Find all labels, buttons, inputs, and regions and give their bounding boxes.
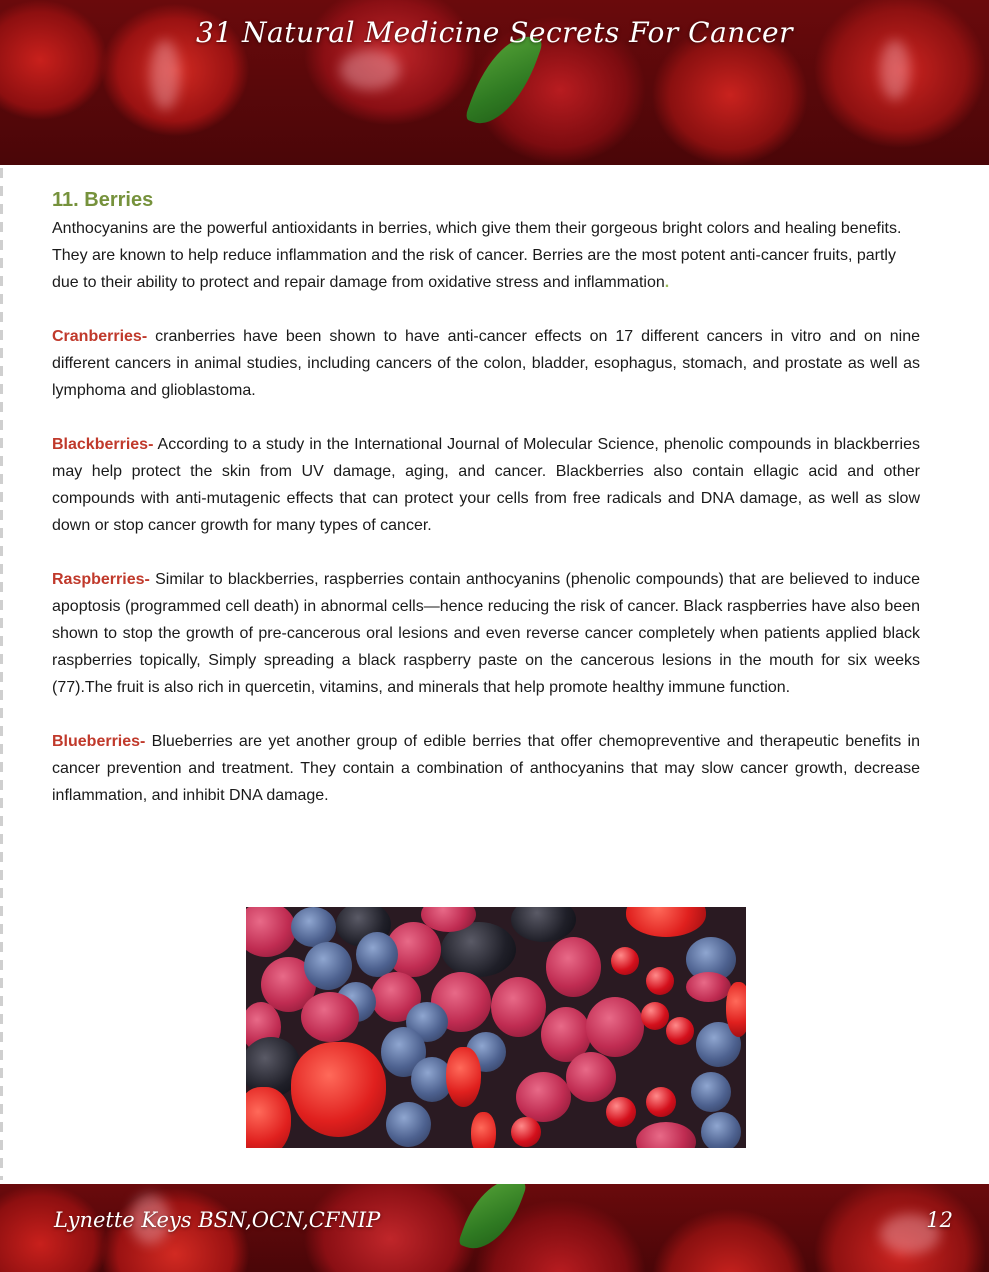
blueberry [701,1112,741,1148]
margin-divider [0,168,3,1180]
blueberries-paragraph [52,728,920,809]
apple-highlight [150,40,180,110]
term-raspberries: Raspberries- [52,571,150,588]
red-currant [641,1002,669,1030]
mixed-berries-image [246,907,746,1148]
raspberry [301,992,359,1042]
raspberry [636,1122,696,1148]
apple-highlight [880,40,910,100]
raspberries-text: Similar to blackberries, raspberries contain anthocyanins (phenolic compounds) that are believed to induce apoptosis (programmed cell death) in abnormal cells—hence reducing the risk of cancer. Black raspberries have also been shown to stop the growth of pre-cancerous oral lesions and even reverse cancer completely when patients applied black raspberries topically, Simply spreading a black raspberry paste on the cancerous lesions in the mouth for six weeks (77).The fruit is also rich in quercetin, vitamins, and minerals that help promote healthy immune function. [52,571,921,696]
red-currant [511,1117,541,1147]
raspberries-paragraph [52,566,920,701]
blackberries-text: According to a study in the International Journal of Molecular Science, phenolic compounds in blackberries may help protect the skin from UV damage, aging, and cancer. Blackberries also contain ellagic acid and other compounds with anti-mutagenic effects that can protect your cells from free radicals and DNA damage, as well as slow down or stop cancer growth for many types of cancer. [52,436,920,534]
blueberry [304,942,352,990]
term-cranberries: Cranberries- [52,328,148,345]
raspberry [516,1072,571,1122]
document-title: 31 Natural Medicine Secrets For Cancer [196,16,793,49]
raspberry [491,977,546,1037]
intro-text: Anthocyanins are the powerful antioxidants in berries, which give them their gorgeous bright colors and healing benefits. They are known to help reduce inflammation and the risk of cancer. Berries are the most potent anti-cancer fruits, partly due to their ability to protect and repair damage from oxidative stress and inflammation [52,220,902,291]
blueberries-text: Blueberries are yet another group of edible berries that offer chemopreventive and therapeutic benefits in cancer prevention and treatment. They contain a combination of anthocyanins that may slow cancer growth, decrease inflammation, and inhibit DNA damage. [52,733,920,804]
wild-strawberry [446,1047,481,1107]
term-blueberries: Blueberries- [52,733,146,750]
header-banner [0,0,989,165]
raspberry [546,937,601,997]
author-credit: Lynette Keys BSN,OCN,CFNIP [54,1208,381,1232]
strawberry [626,907,706,937]
intro-end-accent: . [664,274,670,291]
term-blackberries: Blackberries- [52,436,154,453]
red-currant [606,1097,636,1127]
strawberry [246,1087,291,1148]
blueberry [291,907,336,947]
red-currant [611,947,639,975]
strawberry [291,1042,386,1137]
red-currant [646,967,674,995]
footer-banner [0,1184,989,1272]
blueberry [691,1072,731,1112]
blueberry [386,1102,431,1147]
strawberry [726,982,746,1037]
intro-paragraph [52,215,920,296]
raspberry [586,997,644,1057]
page-number: 12 [926,1208,953,1232]
raspberry [566,1052,616,1102]
red-currant [666,1017,694,1045]
cranberries-paragraph [52,323,920,404]
blackberry [511,907,576,942]
apple-highlight [340,50,400,90]
blackberries-paragraph [52,431,920,539]
section-heading: 11. Berries [52,189,154,211]
leaf-icon [458,1184,528,1259]
red-currant [646,1087,676,1117]
cranberries-text: cranberries have been shown to have anti-cancer effects on 17 different cancers in vitro and on nine different cancers in animal studies, including cancers of the colon, bladder, esophagus, stomach, and prostate as well as lymphoma and glioblastoma. [52,328,920,399]
raspberry [686,972,731,1002]
article-body [52,186,920,809]
wild-strawberry [471,1112,496,1148]
blueberry [356,932,398,977]
raspberry [246,907,296,957]
